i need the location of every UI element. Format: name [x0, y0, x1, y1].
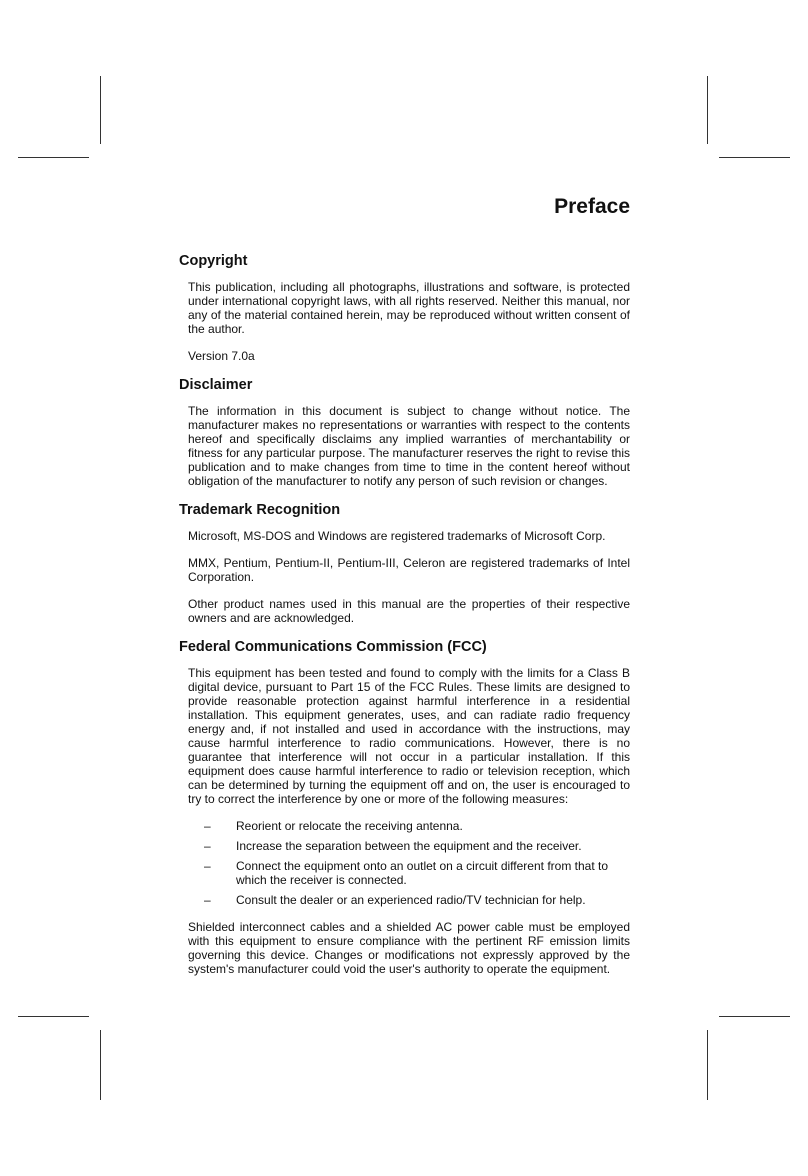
list-item-text: Connect the equipment onto an outlet on a circuit different from that to which the receiver is connected. — [236, 859, 609, 887]
list-item — [188, 839, 630, 853]
section-trademark-recognition — [179, 501, 630, 625]
section-disclaimer — [179, 376, 630, 488]
list-item-text: Increase the separation between the equipment and the receiver. — [236, 839, 582, 853]
dash-bullet: – — [204, 839, 211, 853]
measures-list — [188, 819, 630, 907]
paragraph: Microsoft, MS-DOS and Windows are registered trademarks of Microsoft Corp. — [188, 529, 606, 543]
section-heading: Disclaimer — [179, 377, 253, 393]
crop-mark-top-left-vertical — [100, 76, 101, 144]
paragraph: This equipment has been tested and found to comply with the limits for a Class B digital device, pursuant to Part 15 of the FCC Rules. These limits are designed to provide reasonable protection against harmful interference in a residential installation. This equipment generates, uses, and can radiate radio frequency energy and, if not installed and used in accordance with the instructions, may cause harmful interference to radio communications. However, there is no guarantee that interference will not occur in a particular installation. If this equipment does cause harmful interference to radio or television reception, which can be determined by turning the equipment off and on, the user is encouraged to try to correct the interference by one or more of the following measures: — [188, 666, 630, 806]
crop-mark-top-left-horizontal — [18, 157, 89, 158]
list-item-text: Consult the dealer or an experienced radio/TV technician for help. — [236, 893, 586, 907]
dash-bullet: – — [204, 893, 211, 907]
crop-mark-bottom-left-horizontal — [18, 1016, 89, 1017]
section-copyright — [179, 252, 630, 363]
paragraph: This publication, including all photographs, illustrations and software, is protected under international copyright laws, with all rights reserved. Neither this manual, nor any of the material contained herein, may be reproduced without written consent of the author. — [188, 280, 630, 336]
list-item — [188, 893, 630, 907]
crop-mark-top-right-horizontal — [719, 157, 790, 158]
paragraph: The information in this document is subject to change without notice. The manufacturer makes no representations or warranties with respect to the contents hereof and specifically disclaims any implied warranties of merchantability or fitness for any particular purpose. The manufacturer reserves the right to revise this publication and to make changes from time to time in the content hereof without obligation of the manufacturer to notify any person of such revision or changes. — [188, 404, 630, 488]
list-item-text: Reorient or relocate the receiving antenna. — [236, 819, 463, 833]
list-item — [188, 819, 630, 833]
crop-mark-top-right-vertical — [707, 76, 708, 144]
paragraph-version: Version 7.0a — [188, 349, 255, 363]
crop-mark-bottom-right-vertical — [707, 1030, 708, 1100]
dash-bullet: – — [204, 859, 211, 873]
crop-mark-bottom-right-horizontal — [719, 1016, 790, 1017]
section-fcc — [179, 638, 630, 976]
section-heading: Trademark Recognition — [179, 502, 341, 518]
dash-bullet: – — [204, 819, 211, 833]
section-heading: Copyright — [179, 253, 248, 269]
page-content — [179, 252, 630, 989]
section-heading: Federal Communications Commission (FCC) — [179, 639, 487, 655]
list-item — [188, 859, 630, 887]
page-title: Preface — [554, 195, 630, 218]
crop-mark-bottom-left-vertical — [100, 1030, 101, 1100]
paragraph: MMX, Pentium, Pentium-II, Pentium-III, Celeron are registered trademarks of Intel Corporation. — [188, 556, 630, 584]
paragraph-closing: Shielded interconnect cables and a shielded AC power cable must be employed with this equipment to ensure compliance with the pertinent RF emission limits governing this device. Changes or modifications not expressly approved by the system's manufacturer could void the user's authority to operate the equipment. — [188, 920, 630, 976]
paragraph: Other product names used in this manual are the properties of their respective owners and are acknowledged. — [188, 597, 630, 625]
